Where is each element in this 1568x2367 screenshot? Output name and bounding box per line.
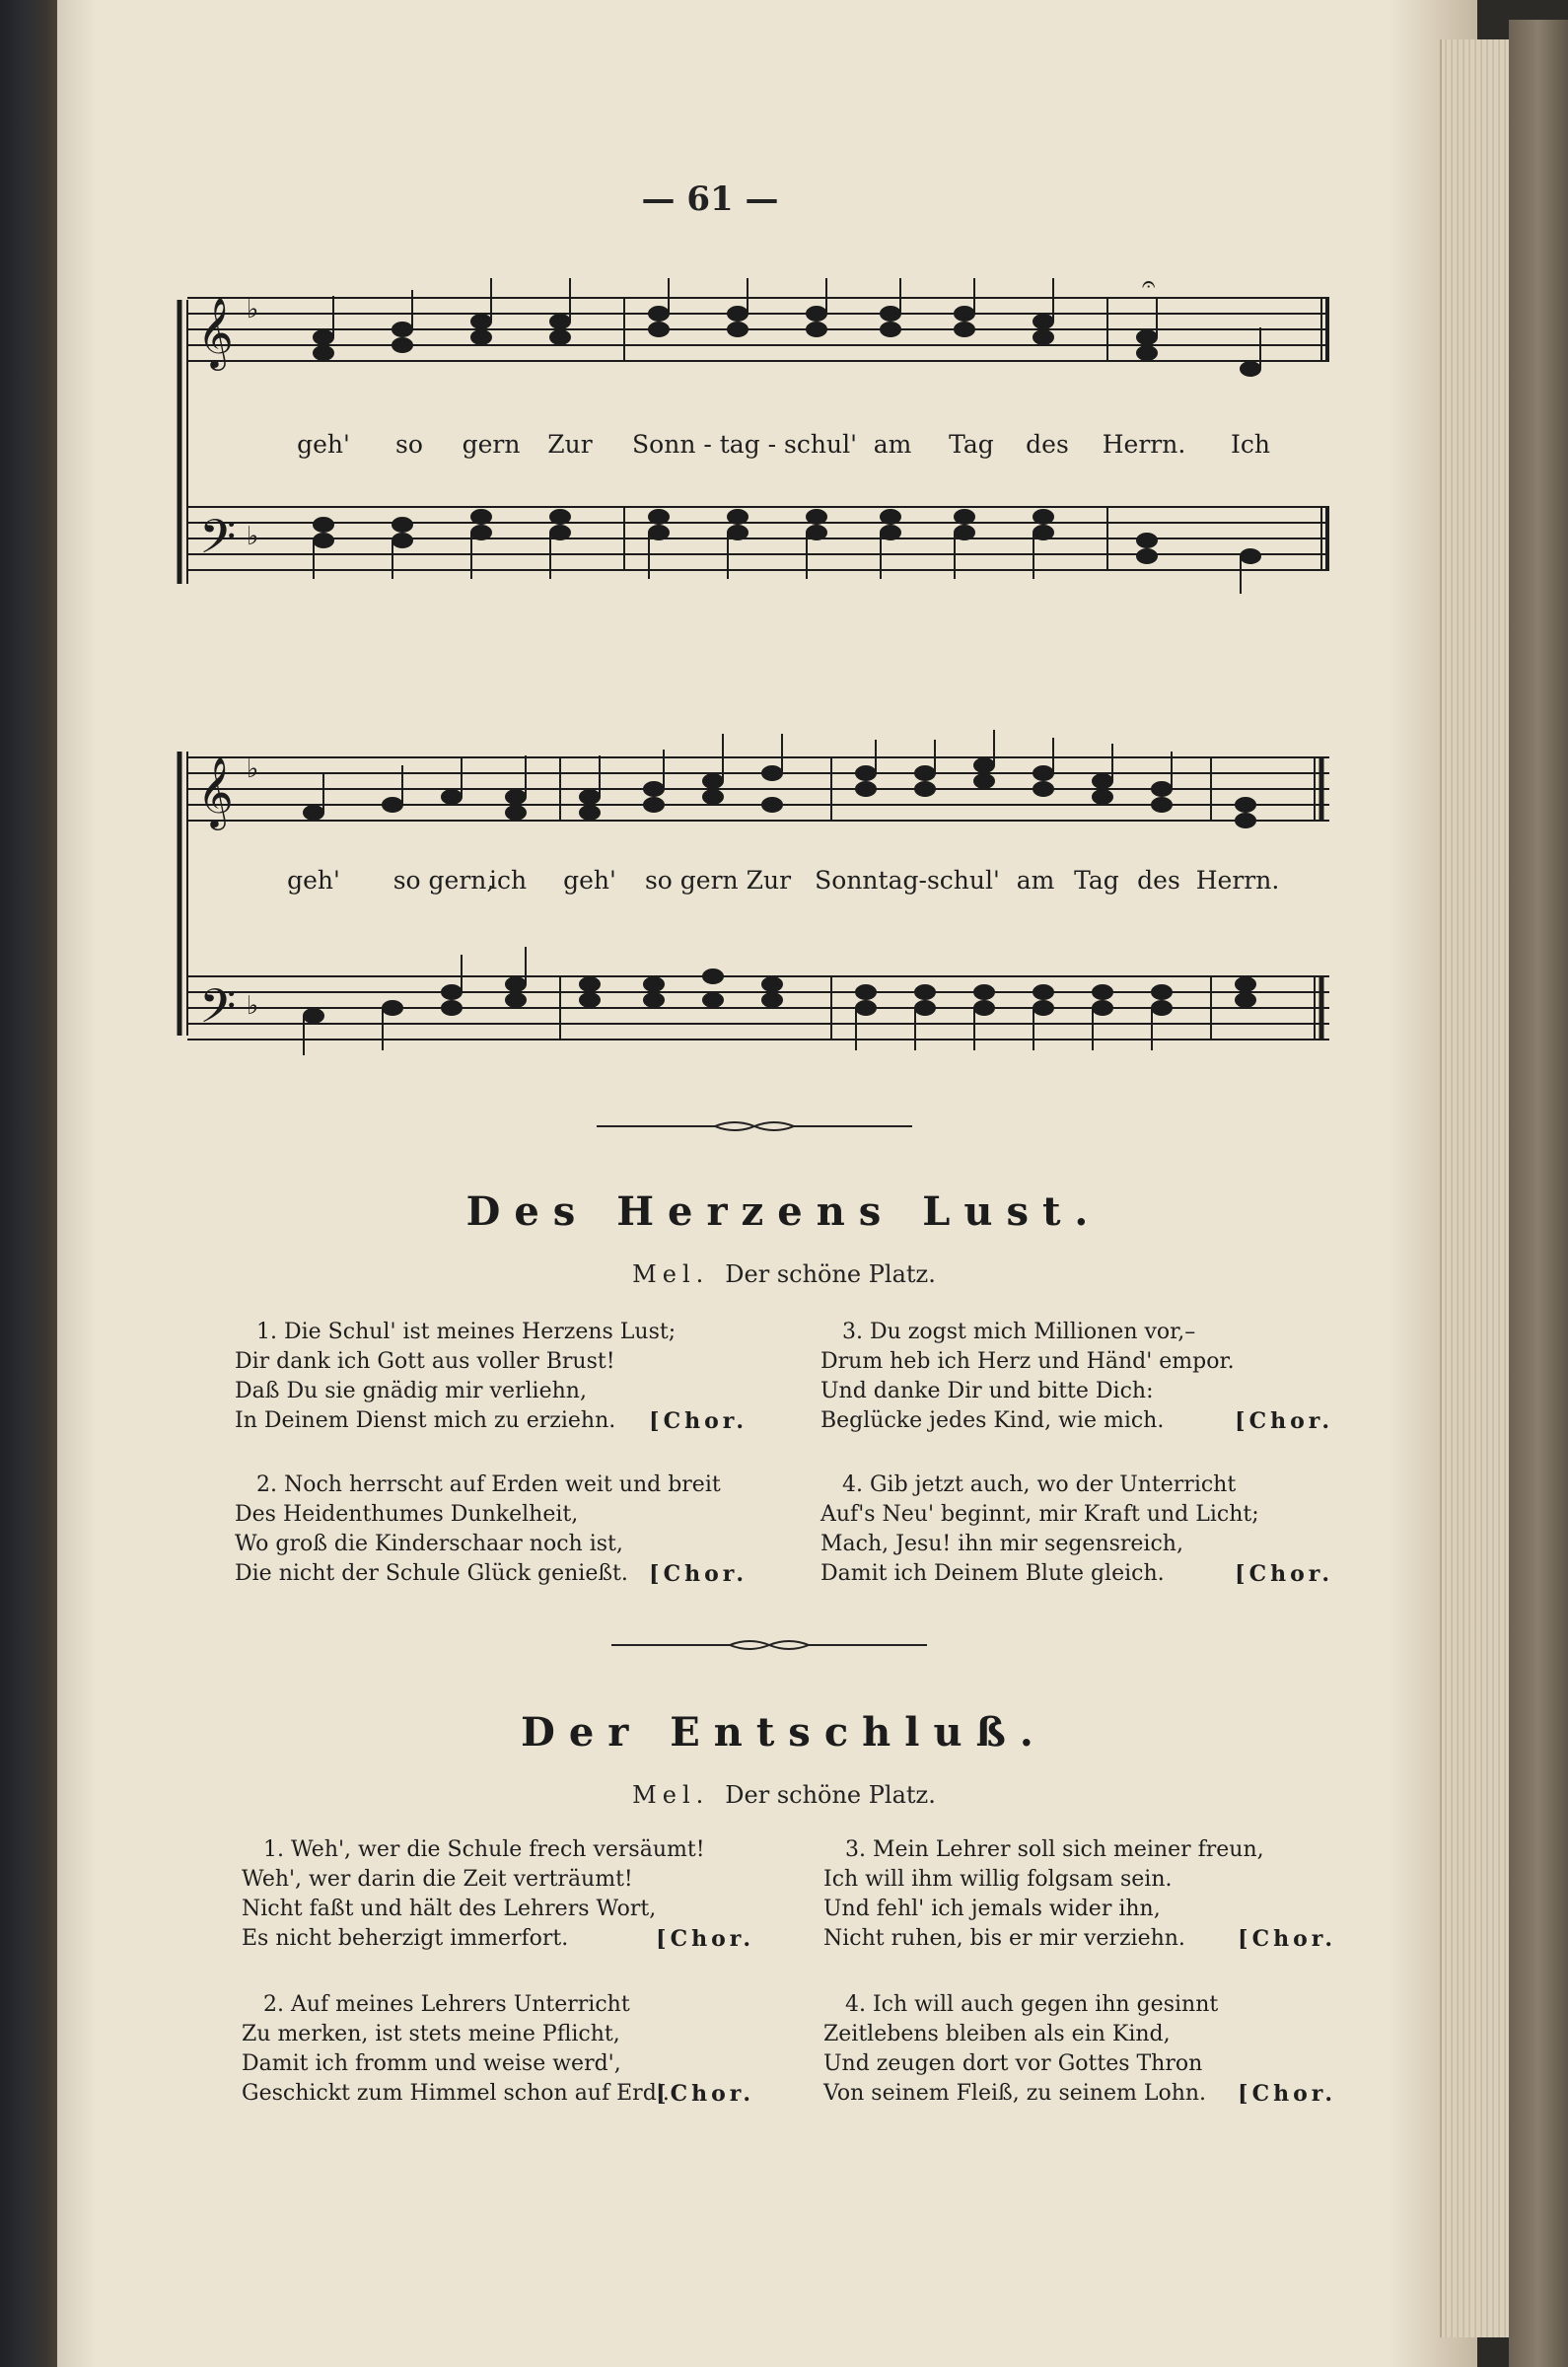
verse-line (235, 1406, 748, 1436)
lyric-word: des (1026, 430, 1069, 459)
verse-line: 1. Weh', wer die Schule frech versäumt! (263, 1837, 705, 1862)
lyric-word: Ich (1231, 430, 1270, 459)
lyric-word: des (1137, 866, 1180, 895)
chorus-marker: [Chor. (649, 1561, 748, 1587)
verse-line: Nicht faßt und hält des Lehrers Wort, (242, 1897, 657, 1921)
verse-line: 2. Auf meines Lehrers Unterricht (263, 1992, 630, 2017)
verse-line (823, 2079, 1336, 2109)
verse-line (820, 1406, 1333, 1436)
melody-prefix: Mel. (632, 1781, 710, 1809)
verse-line: Und danke Dir und bitte Dich: (820, 1379, 1154, 1403)
chorus-marker: [Chor. (649, 1408, 748, 1434)
lyric-word: so gern Zur (644, 866, 792, 895)
lyric-word: am (1016, 866, 1055, 895)
verse-line: 4. Ich will auch gegen ihn gesinnt (845, 1992, 1219, 2017)
verse-line: Und fehl' ich jemals wider ihn, (823, 1897, 1161, 1921)
verse-line: Des Heidenthumes Dunkelheit, (235, 1502, 579, 1527)
melody-note-2 (0, 1781, 1568, 1809)
verse-line: Auf's Neu' beginnt, mir Kraft und Licht; (820, 1502, 1259, 1527)
verse-line: Zu merken, ist stets meine Pflicht, (242, 2022, 620, 2046)
lyric-word: geh' (287, 866, 340, 895)
lyric-word: am (873, 430, 912, 459)
lyric-word: Herrn. (1102, 430, 1186, 459)
verse-line-text: Beglücke jedes Kind, wie mich. (820, 1408, 1165, 1433)
verse-line: Damit ich fromm und weise werd', (242, 2051, 621, 2076)
svg-text:𝄢: 𝄢 (199, 978, 237, 1045)
lyric-word: so (395, 430, 423, 459)
verse-line: 3. Du zogst mich Millionen vor,– (842, 1320, 1196, 1344)
melody-note-1 (0, 1260, 1568, 1288)
svg-text:𝄞: 𝄞 (197, 296, 234, 368)
verse-line-text: Damit ich Deinem Blute gleich. (820, 1561, 1165, 1586)
lyric-word: geh' (297, 430, 350, 459)
verse-line (823, 1924, 1336, 1954)
lyric-word: Zur (547, 430, 593, 459)
chorus-marker: [Chor. (1238, 1926, 1336, 1952)
svg-text:𝄞: 𝄞 (197, 755, 234, 827)
verse-line (242, 1924, 754, 1954)
verse-line: Dir dank ich Gott aus voller Brust! (235, 1349, 615, 1374)
chorus-marker: [Chor. (1235, 1561, 1333, 1587)
svg-text:𝄢: 𝄢 (199, 509, 237, 576)
lyric-word: gern (462, 430, 521, 459)
verse-line: Daß Du sie gnädig mir verliehn, (235, 1379, 587, 1403)
verse-line (820, 1559, 1333, 1589)
lyric-word: Tag (1074, 866, 1119, 895)
verse-block (235, 1470, 748, 1589)
lyric-word: Tag (949, 430, 994, 459)
verse-line: Weh', wer darin die Zeit verträumt! (242, 1867, 633, 1892)
song-title-2: Der Entschluß. (521, 1709, 1047, 1756)
verse-block (235, 1318, 748, 1436)
verse-line: 1. Die Schul' ist meines Herzens Lust; (256, 1320, 677, 1344)
verse-line-text: Die nicht der Schule Glück genießt. (235, 1561, 628, 1586)
verse-line (235, 1559, 748, 1589)
verse-line: Zeitlebens bleiben als ein Kind, (823, 2022, 1171, 2046)
svg-text:♭: ♭ (247, 991, 259, 1021)
lyric-word: so gern, (392, 866, 495, 895)
verse-line-text: Von seinem Fleiß, zu seinem Lohn. (823, 2081, 1207, 2106)
verse-block (820, 1318, 1333, 1436)
chorus-marker: [Chor. (656, 1926, 754, 1952)
lyric-word: ich (488, 866, 528, 895)
chorus-marker: [Chor. (656, 2081, 754, 2107)
verse-line: Drum heb ich Herz und Händ' empor. (820, 1349, 1235, 1374)
verse-block (823, 1990, 1336, 2109)
page-number: — 61 — (641, 179, 779, 219)
svg-text:♭: ♭ (247, 754, 259, 784)
verse-line-text: Es nicht beherzigt immerfort. (242, 1926, 569, 1951)
lyric-word: Sonntag-schul' (815, 866, 1000, 895)
verse-line (242, 2079, 754, 2109)
lyric-word: geh' (563, 866, 616, 895)
chorus-marker: [Chor. (1235, 1408, 1333, 1434)
lyric-word: Sonn - tag - schul' (632, 430, 857, 459)
verse-block (820, 1470, 1333, 1589)
verse-line-text: Nicht ruhen, bis er mir verziehn. (823, 1926, 1185, 1951)
verse-line: 3. Mein Lehrer soll sich meiner freun, (845, 1837, 1264, 1862)
verse-line: Ich will ihm willig folgsam sein. (823, 1867, 1173, 1892)
verse-line: Wo groß die Kinderschaar noch ist, (235, 1532, 623, 1556)
melody-name: Der schöne Platz. (725, 1781, 936, 1809)
melody-prefix: Mel. (632, 1260, 710, 1288)
melody-name: Der schöne Platz. (725, 1260, 936, 1288)
svg-text:♭: ♭ (247, 522, 259, 551)
svg-text:♭: ♭ (247, 295, 259, 324)
verse-line-text: Geschickt zum Himmel schon auf Erd'. (242, 2081, 670, 2106)
verse-line: 4. Gib jetzt auch, wo der Unterricht (842, 1472, 1237, 1497)
book-cover-edge (0, 0, 57, 2367)
ornamental-divider-1 (597, 1116, 912, 1136)
svg-text:𝄐: 𝄐 (1142, 278, 1156, 298)
verse-line: Und zeugen dort vor Gottes Thron (823, 2051, 1203, 2076)
verse-block (242, 1835, 754, 1954)
lyric-word: Herrn. (1195, 866, 1280, 895)
verse-line: Mach, Jesu! ihn mir segensreich, (820, 1532, 1183, 1556)
verse-block (242, 1990, 754, 2109)
song-title-1: Des Herzens Lust. (465, 1188, 1103, 1235)
ornamental-divider-2 (611, 1635, 927, 1655)
chorus-marker: [Chor. (1238, 2081, 1336, 2107)
verse-block (823, 1835, 1336, 1954)
verse-line-text: In Deinem Dienst mich zu erziehn. (235, 1408, 616, 1433)
verse-line: 2. Noch herrscht auf Erden weit und breit (256, 1472, 721, 1497)
